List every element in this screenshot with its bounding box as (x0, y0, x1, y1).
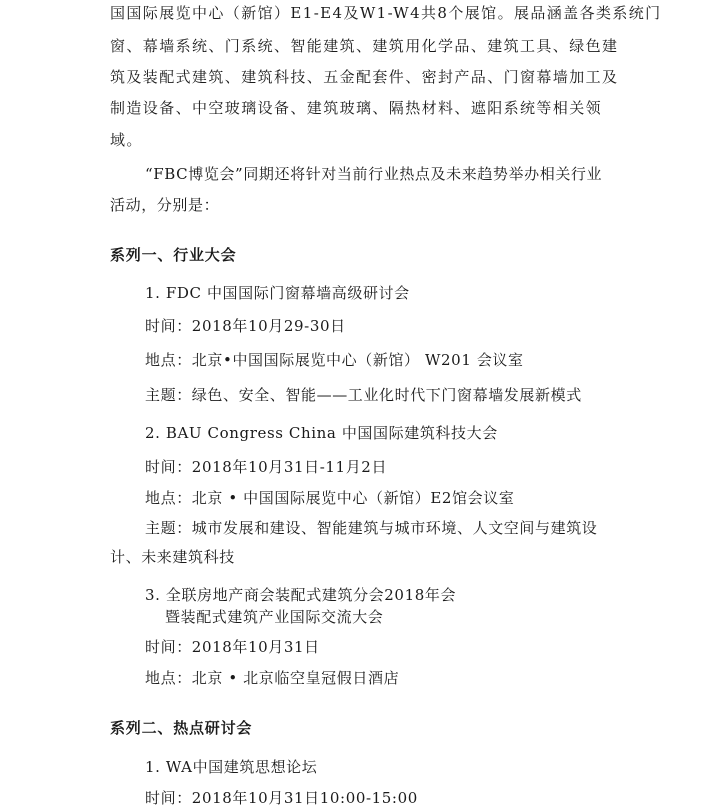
event1-time: 时间：2018年10月29-30日 (145, 317, 346, 335)
event2-time: 时间：2018年10月31日-11月2日 (145, 458, 388, 476)
event2-title: 2. BAU Congress China 中国国际建筑科技大会 (145, 424, 498, 442)
series2-event1-time: 时间：2018年10月31日10:00-15:00 (145, 789, 418, 807)
event3-time: 时间：2018年10月31日 (145, 638, 320, 656)
paragraph2-line-2: 活动，分别是： (110, 196, 220, 214)
intro-line-2: 窗、幕墙系统、门系统、智能建筑、建筑用化学品、建筑工具、绿色建 (110, 37, 619, 55)
event2-theme-line-1: 主题：城市发展和建设、智能建筑与城市环境、人文空间与建筑设 (145, 519, 598, 537)
intro-line-5: 域。 (110, 131, 143, 149)
paragraph2-line-1: “FBC博览会”同期还将针对当前行业热点及未来趋势举办相关行业 (145, 165, 603, 183)
intro-line-4: 制造设备、中空玻璃设备、建筑玻璃、隔热材料、遮阳系统等相关领 (110, 99, 603, 117)
event3-venue: 地点：北京 • 北京临空皇冠假日酒店 (145, 669, 400, 687)
event1-theme: 主题：绿色、安全、智能——工业化时代下门窗幕墙发展新模式 (145, 386, 582, 404)
event2-theme-line-2: 计、未来建筑科技 (110, 548, 235, 566)
event2-venue: 地点：北京 • 中国国际展览中心（新馆）E2馆会议室 (145, 489, 515, 507)
series1-heading: 系列一、行业大会 (110, 246, 237, 264)
event3-title-line-1: 3. 全联房地产商会装配式建筑分会2018年会 (145, 586, 457, 604)
event1-title: 1. FDC 中国国际门窗幕墙高级研讨会 (145, 284, 410, 302)
intro-line-3: 筑及装配式建筑、建筑科技、五金配套件、密封产品、门窗幕墙加工及 (110, 68, 619, 86)
series2-heading: 系列二、热点研讨会 (110, 719, 253, 737)
event3-title-line-2: 暨装配式建筑产业国际交流大会 (165, 608, 384, 626)
series2-event1-title: 1. WA中国建筑思想论坛 (145, 758, 318, 776)
intro-line-1: 国国际展览中心（新馆）E1-E4及W1-W4共8个展馆。展品涵盖各类系统门 (110, 4, 662, 22)
event1-venue: 地点：北京•中国国际展览中心（新馆） W201 会议室 (145, 351, 524, 369)
